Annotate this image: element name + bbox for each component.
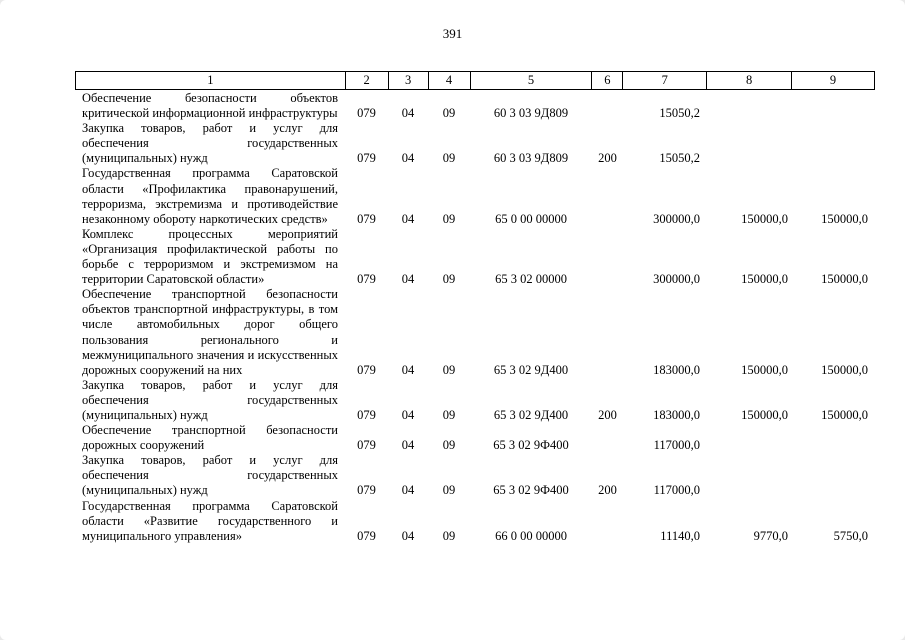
cell-section: 04 <box>401 438 415 453</box>
cell-expense-name: Комплекс процессных мероприятий «Организация профилактической работы по борьбе с терроризмом и экстремизмом на территории Саратовской области» <box>82 226 338 287</box>
cell-sum-year2: 9770,0 <box>753 528 788 543</box>
cell-sum-year1: 300000,0 <box>653 211 700 226</box>
cell-sum-year3: 5750,0 <box>833 528 868 543</box>
cell-agency-code: 079 <box>357 151 376 166</box>
budget-table <box>75 71 875 544</box>
table-row <box>75 166 875 226</box>
cell-sum-year1: 15050,2 <box>659 151 700 166</box>
cell-expense-name: Обеспечение транспортной безопасности дорожных сооружений <box>82 423 338 453</box>
cell-expense-type: 200 <box>598 407 617 422</box>
cell-expense-name: Обеспечение безопасности объектов критической информационной инфраструктуры <box>82 91 338 121</box>
cell-sum-year1: 183000,0 <box>653 407 700 422</box>
cell-section: 04 <box>401 106 415 121</box>
table-row <box>75 121 875 166</box>
cell-sum-year3: 150000,0 <box>821 272 868 287</box>
cell-subsection: 09 <box>442 106 456 121</box>
cell-target-article: 65 3 02 9Ф400 <box>493 483 569 498</box>
cell-section: 04 <box>401 151 415 166</box>
table-header-row <box>75 71 875 90</box>
cell-sum-year1: 183000,0 <box>653 362 700 377</box>
cell-sum-year1: 300000,0 <box>653 272 700 287</box>
cell-expense-type: 200 <box>598 151 617 166</box>
cell-target-article: 65 3 02 9Д400 <box>493 362 569 377</box>
cell-expense-name: Государственная программа Саратовской области «Профилактика правонарушений, терроризма, экстремизма и противодействие незаконному обороту наркотических средств» <box>82 166 338 226</box>
table-row <box>75 423 875 453</box>
cell-sum-year3: 150000,0 <box>821 211 868 226</box>
cell-section: 04 <box>401 362 415 377</box>
cell-subsection: 09 <box>442 528 456 543</box>
column-header-4: 4 <box>429 72 471 89</box>
cell-sum-year1: 11140,0 <box>660 528 700 543</box>
cell-target-article: 65 0 00 00000 <box>495 211 567 226</box>
cell-agency-code: 079 <box>357 211 376 226</box>
cell-expense-name: Закупка товаров, работ и услуг для обеспечения государственных (муниципальных) нужд <box>82 377 338 422</box>
column-header-3: 3 <box>389 72 429 89</box>
cell-expense-name: Обеспечение транспортной безопасности объектов транспортной инфраструктуры, в том числе автомобильных дорог общего пользования регионального и межмуниципального значения и искусственных дорожных сооружений на них <box>82 287 338 377</box>
cell-section: 04 <box>401 483 415 498</box>
cell-sum-year2: 150000,0 <box>741 407 788 422</box>
table-row <box>75 227 875 287</box>
cell-sum-year1: 15050,2 <box>659 106 700 121</box>
cell-agency-code: 079 <box>357 438 376 453</box>
column-header-6: 6 <box>592 72 623 89</box>
cell-subsection: 09 <box>442 362 456 377</box>
cell-target-article: 65 3 02 9Ф400 <box>493 438 569 453</box>
cell-target-article: 65 3 02 9Д400 <box>493 407 569 422</box>
cell-agency-code: 079 <box>357 528 376 543</box>
cell-expense-name: Закупка товаров, работ и услуг для обеспечения государственных (муниципальных) нужд <box>82 121 338 166</box>
table-row <box>75 499 875 544</box>
table-row <box>75 91 875 121</box>
cell-sum-year2: 150000,0 <box>741 211 788 226</box>
cell-section: 04 <box>401 407 415 422</box>
column-header-1: 1 <box>76 72 346 89</box>
cell-expense-name: Государственная программа Саратовской области «Развитие государственного и муниципального управления» <box>82 498 338 543</box>
cell-agency-code: 079 <box>357 362 376 377</box>
cell-agency-code: 079 <box>357 407 376 422</box>
cell-subsection: 09 <box>442 407 456 422</box>
cell-section: 04 <box>401 211 415 226</box>
cell-target-article: 65 3 02 00000 <box>495 272 567 287</box>
cell-expense-type: 200 <box>598 483 617 498</box>
column-header-9: 9 <box>792 72 875 89</box>
column-header-5: 5 <box>471 72 593 89</box>
cell-sum-year3: 150000,0 <box>821 407 868 422</box>
table-row <box>75 287 875 378</box>
cell-sum-year1: 117000,0 <box>653 483 700 498</box>
table-row <box>75 378 875 423</box>
table-row <box>75 453 875 498</box>
cell-agency-code: 079 <box>357 483 376 498</box>
cell-target-article: 60 3 03 9Д809 <box>493 151 569 166</box>
cell-target-article: 66 0 00 00000 <box>495 528 567 543</box>
cell-subsection: 09 <box>442 151 456 166</box>
cell-target-article: 60 3 03 9Д809 <box>493 106 569 121</box>
cell-expense-name: Закупка товаров, работ и услуг для обеспечения государственных (муниципальных) нужд <box>82 453 338 498</box>
cell-agency-code: 079 <box>357 106 376 121</box>
cell-subsection: 09 <box>442 211 456 226</box>
cell-section: 04 <box>401 272 415 287</box>
cell-subsection: 09 <box>442 438 456 453</box>
cell-sum-year1: 117000,0 <box>653 438 700 453</box>
cell-sum-year2: 150000,0 <box>741 362 788 377</box>
cell-section: 04 <box>401 528 415 543</box>
column-header-8: 8 <box>707 72 792 89</box>
cell-agency-code: 079 <box>357 272 376 287</box>
cell-sum-year2: 150000,0 <box>741 272 788 287</box>
table-body <box>75 90 875 544</box>
cell-sum-year3: 150000,0 <box>821 362 868 377</box>
cell-subsection: 09 <box>442 483 456 498</box>
cell-subsection: 09 <box>442 272 456 287</box>
column-header-7: 7 <box>623 72 707 89</box>
page-number: 391 <box>442 26 463 41</box>
column-header-2: 2 <box>346 72 389 89</box>
